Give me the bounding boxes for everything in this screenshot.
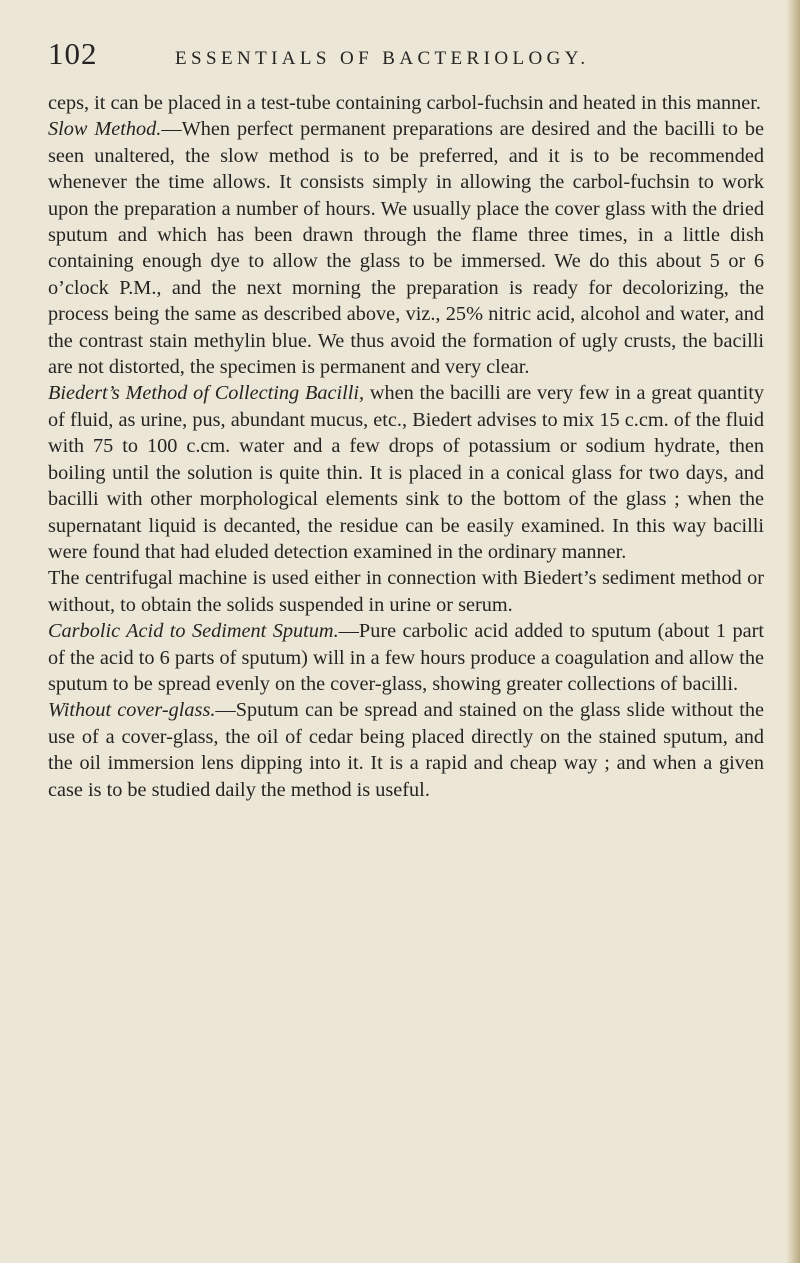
paragraph-heading: Without cover-glass. [48, 699, 216, 722]
paragraph-heading: Slow Method. [48, 118, 162, 141]
page-header [48, 36, 764, 86]
paragraph-centrifugal [48, 565, 764, 618]
paragraph-text: —Sputum can be spread and stained on the glass slide without the use of a cover-glass, the oil of cedar being placed directly on the stained sputum, and the oil immersion lens dipping into it. It is a rapid and cheap way ; and when a given case is to be studied daily the method is useful. [48, 699, 764, 801]
paragraph-text: ceps, it can be placed in a test-tube containing carbol-fuchsin and heated in this manner. [48, 92, 761, 114]
running-head: ESSENTIALS OF BACTERIOLOGY. [175, 48, 590, 69]
paragraph-text: when the bacilli are very few in a great quantity of fluid, as urine, pus, abundant mucus, etc., Biedert advises to mix 15 c.cm. of the fluid with 75 to 100 c.cm. water and a few drops of potassium or sodium hydrate, then boiling until the solution is quite thin. It is placed in a conical glass for two days, and bacilli with other morphological elements sink to the bottom of the glass ; when the supernatant liquid is decanted, the residue can be easily examined. In this way bacilli were found that had eluded detection examined in the ordinary manner. [48, 382, 764, 563]
paragraph-slow-method [48, 116, 764, 380]
book-page [48, 36, 764, 803]
page-edge-shadow [786, 0, 800, 1263]
body-text [48, 90, 764, 803]
paragraph-text: —When perfect permanent preparations are desired and the bacilli to be seen unaltered, the slow method is to be preferred, and it is to be recommended whenever the time allows. It consists simply in allowing the carbol-fuchsin to work upon the preparation a number of hours. We usually place the cover glass with the dried sputum and which has been drawn through the flame three times, in a little dish containing enough dye to allow the glass to be immersed. We do this about 5 or 6 o’clock P.M., and the next morning the preparation is ready for decolorizing, the process being the same as described above, viz., 25% nitric acid, alcohol and water, and the contrast stain methylin blue. We thus avoid the formation of ugly crusts, the bacilli are not distorted, the specimen is permanent and very clear. [48, 118, 764, 379]
paragraph-text: The centrifugal machine is used either in connection with Biedert’s sediment method or without, to obtain the solids suspended in urine or serum. [48, 567, 764, 616]
paragraph-carbolic-acid [48, 618, 764, 697]
paragraph-text: —Pure carbolic acid added to sputum (about 1 part of the acid to 6 parts of sputum) will in a few hours produce a coagulation and allow the sputum to be spread evenly on the cover-glass, showing greater collections of bacilli. [48, 620, 764, 695]
page-number: 102 [48, 36, 98, 71]
paragraph-without-cover-glass [48, 697, 764, 803]
paragraph-continuation [48, 90, 764, 116]
paragraph-heading: Carbolic Acid to Sediment Sputum. [48, 620, 339, 643]
paragraph-biedert-method [48, 380, 764, 565]
paragraph-heading: Biedert’s Method of Collecting Bacilli, [48, 382, 365, 405]
